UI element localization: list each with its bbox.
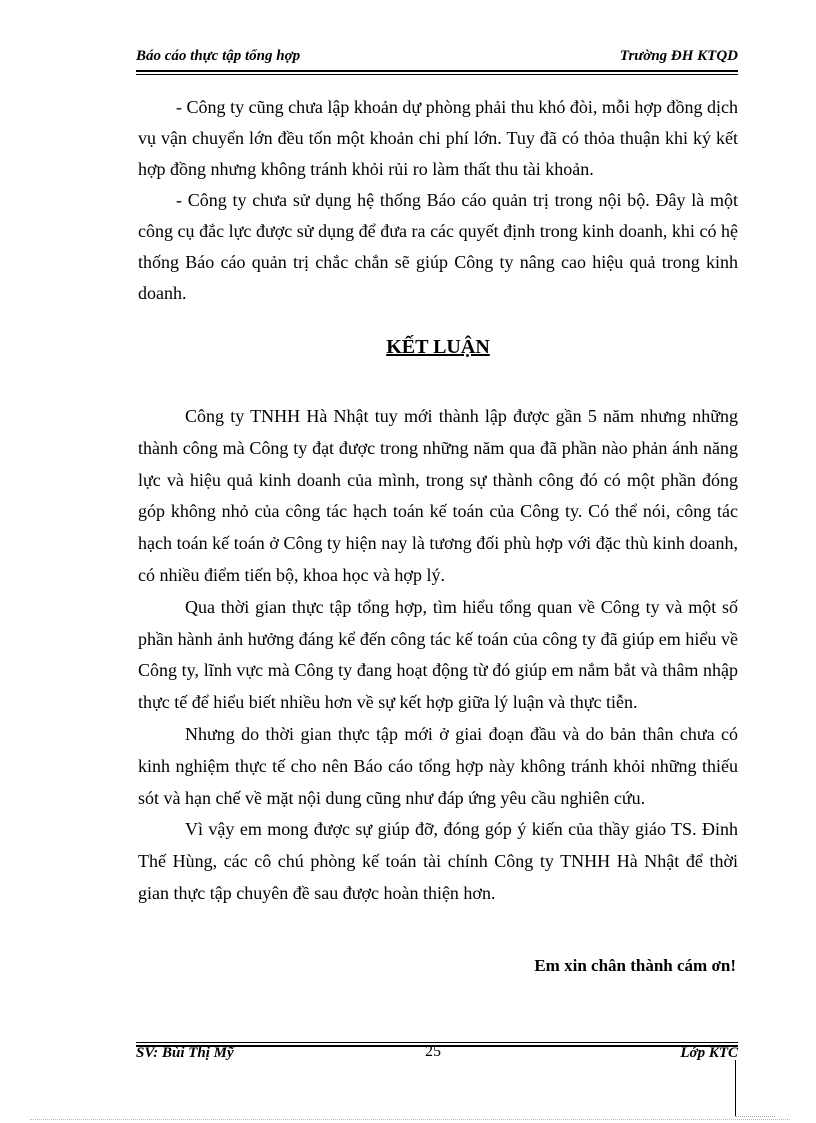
conclusion-body <box>138 401 738 910</box>
paragraph-management-report: - Công ty chưa sử dụng hệ thống Báo cáo quản trị trong nội bộ. Đây là một công cụ đắc lực được sử dụng để đưa ra các quyết định trong kinh doanh, khi có hệ thống Báo cáo quản trị chắc chắn sẽ giúp Công ty nâng cao hiệu quả trong kinh doanh. <box>138 190 738 303</box>
header-report-title: Báo cáo thực tập tổng hợp <box>136 48 301 64</box>
corner-crop-mark <box>735 1060 736 1116</box>
corner-dotted-mark <box>735 1116 775 1117</box>
header-rule-thin <box>136 74 738 75</box>
conclusion-heading <box>138 336 738 359</box>
conclusion-paragraph-4: Vì vậy em mong được sự giúp đỡ, đóng góp ý kiến của thầy giáo TS. Đinh Thế Hùng, các cô chú phòng kế toán tài chính Công ty TNHH Hà Nhật để thời gian thực tập chuyên đề sau được hoàn thiện hơn. <box>138 819 738 903</box>
footer-class-name: Lớp KTC <box>680 1045 738 1061</box>
conclusion-paragraph-2: Qua thời gian thực tập tổng hợp, tìm hiểu tổng quan về Công ty và một số phần hành ảnh hưởng đáng kể đến công tác kế toán của công ty đã giúp em hiểu về Công ty, lĩnh vực mà Công ty đang hoạt động từ đó giúp em nắm bắt và thâm nhập thực tế để hiểu biết nhiều hơn về sự kết hợp giữa lý luận và thực tiễn. <box>138 596 738 713</box>
page-number: 25 <box>425 1043 441 1060</box>
page-footer <box>136 1045 738 1067</box>
footer-student-name: SV: Bùi Thị Mỹ <box>136 1045 234 1061</box>
conclusion-paragraph-3: Nhưng do thời gian thực tập mới ở giai đoạn đầu và do bản thân chưa có kinh nghiệm thực tế cho nên Báo cáo tổng hợp này không tránh khỏi những thiếu sót và hạn chế về mặt nội dung cũng như đáp ứng yêu cầu nghiên cứu. <box>138 723 738 808</box>
header-school-name: Trường ĐH KTQD <box>619 48 738 64</box>
body-text <box>138 92 738 309</box>
thanks-line: Em xin chân thành cám ơn! <box>534 956 736 975</box>
page-bottom-dotted-edge <box>30 1119 790 1120</box>
conclusion-paragraph-1: Công ty TNHH Hà Nhật tuy mới thành lập được gần 5 năm nhưng những thành công mà Công ty đạt được trong những năm qua đã phần nào phản ánh năng lực và hiệu quả kinh doanh của mình, trong sự thành công đó có một phần đóng góp không nhỏ của công tác hạch toán kế toán của Công ty. Có thể nói, công tác hạch toán kế toán ở Công ty hiện nay là tương đối phù hợp với đặc thù kinh doanh, có nhiều điểm tiến bộ, khoa học và hợp lý. <box>138 406 738 585</box>
page-header <box>136 48 738 70</box>
header-rule-thick <box>136 70 738 72</box>
conclusion-title: KẾT LUẬN <box>386 336 490 358</box>
paragraph-provision: - Công ty cũng chưa lập khoản dự phòng phải thu khó đòi, mỗi hợp đồng dịch vụ vận chuyển lớn đều tốn một khoản chi phí lớn. Tuy đã có thỏa thuận khi ký kết hợp đồng nhưng không tránh khỏi rủi ro làm thất thu tài khoản. <box>138 97 738 179</box>
